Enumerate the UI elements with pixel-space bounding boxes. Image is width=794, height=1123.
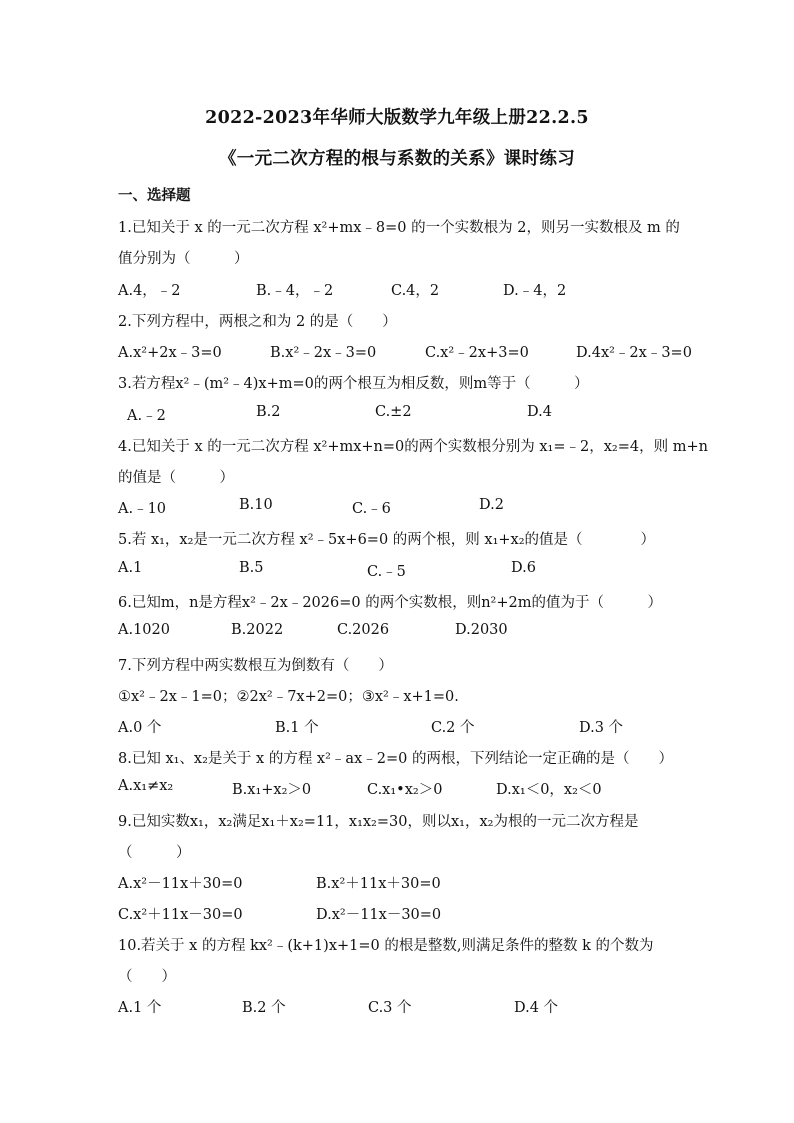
- q8-option-d: D.x₁＜0，x₂＜0: [496, 782, 602, 798]
- question-1-line-2: 值分别为（ ）: [118, 251, 249, 267]
- question-7-line-1: 7.下列方程中两实数根互为倒数有（ ）: [118, 658, 393, 674]
- q4-option-d: D.2: [479, 497, 504, 513]
- q9-option-c: C.x²＋11x－30=0: [118, 907, 243, 923]
- q1-option-c: C.4，2: [391, 283, 440, 299]
- question-8-line-1: 8.已知 x₁、x₂是关于 x 的方程 x²﹣ax﹣2=0 的两根，下列结论一定正确的是（ ）: [118, 751, 673, 767]
- q6-option-c: C.2026: [337, 622, 390, 638]
- q8-option-b: B.x₁+x₂＞0: [232, 782, 312, 798]
- q1-option-b: B.﹣4，﹣2: [256, 283, 334, 299]
- q4-option-a: A.﹣10: [118, 501, 167, 517]
- question-10-line-1: 10.若关于 x 的方程 kx²﹣(k+1)x+1=0 的根是整数,则满足条件的整数 k 的个数为: [118, 938, 654, 954]
- q5-option-d: D.6: [511, 560, 536, 576]
- q3-option-c: C.±2: [375, 404, 412, 420]
- q10-option-a: A.1 个: [118, 1000, 162, 1016]
- question-2-line-1: 2.下列方程中，两根之和为 2 的是（ ）: [118, 314, 397, 330]
- question-5-line-1: 5.若 x₁，x₂是一元二次方程 x²﹣5x+6=0 的两个根，则 x₁+x₂的值是（ ）: [118, 532, 656, 548]
- q7-option-a: A.0 个: [118, 720, 162, 736]
- q6-option-a: A.1020: [118, 622, 170, 638]
- q2-option-d: D.4x²﹣2x﹣3=0: [576, 345, 692, 361]
- q8-option-a: A.x₁≠x₂: [118, 778, 174, 794]
- question-7-line-2: ①x²﹣2x﹣1=0；②2x²﹣7x+2=0；③x²﹣x+1=0.: [118, 689, 459, 705]
- q9-option-d: D.x²－11x－30=0: [316, 907, 442, 923]
- section-heading: 一、选择题: [118, 187, 191, 204]
- q9-option-b: B.x²＋11x＋30=0: [316, 876, 441, 892]
- question-6-line-1: 6.已知m，n是方程x²﹣2x﹣2026=0 的两个实数根，则n²+2m的值为于（ ）: [118, 595, 662, 611]
- q3-option-d: D.4: [527, 404, 552, 420]
- q1-option-d: D.﹣4，2: [503, 283, 567, 299]
- q3-option-a: A.﹣2: [127, 408, 166, 424]
- q4-option-b: B.10: [239, 497, 273, 513]
- q10-option-d: D.4 个: [514, 1000, 559, 1016]
- page-title: 2022-2023年华师大版数学九年级上册22.2.5: [205, 108, 589, 128]
- q9-option-a: A.x²－11x＋30=0: [118, 876, 243, 892]
- q7-option-b: B.1 个: [275, 720, 319, 736]
- q3-option-b: B.2: [256, 404, 281, 420]
- q6-option-b: B.2022: [231, 622, 284, 638]
- q10-option-c: C.3 个: [368, 1000, 412, 1016]
- question-1-line-1: 1.已知关于 x 的一元二次方程 x²+mx﹣8=0 的一个实数根为 2，则另一实数根及 m 的: [118, 220, 680, 236]
- q10-option-b: B.2 个: [242, 1000, 286, 1016]
- question-9-line-2: （ ）: [118, 845, 191, 861]
- q2-option-a: A.x²+2x﹣3=0: [118, 345, 222, 361]
- q7-option-c: C.2 个: [431, 720, 475, 736]
- q4-option-c: C.﹣6: [352, 501, 391, 517]
- question-3-line-1: 3.若方程x²﹣(m²﹣4)x+m=0的两个根互为相反数，则m等于（ ）: [118, 376, 589, 392]
- question-10-line-2: （ ）: [118, 969, 176, 985]
- q2-option-b: B.x²﹣2x﹣3=0: [270, 345, 377, 361]
- page-subtitle: 《一元二次方程的根与系数的关系》课时练习: [219, 149, 575, 169]
- q2-option-c: C.x²﹣2x+3=0: [425, 345, 529, 361]
- question-4-line-2: 的值是（ ）: [118, 470, 234, 486]
- q8-option-c: C.x₁•x₂＞0: [367, 782, 443, 798]
- question-4-line-1: 4.已知关于 x 的一元二次方程 x²+mx+n=0的两个实数根分别为 x₁=﹣2，x₂=4，则 m+n: [118, 439, 708, 455]
- q6-option-d: D.2030: [455, 622, 508, 638]
- q1-option-a: A.4，﹣2: [118, 283, 181, 299]
- q5-option-c: C.﹣5: [367, 564, 406, 580]
- q5-option-b: B.5: [239, 560, 264, 576]
- q5-option-a: A.1: [118, 560, 143, 576]
- question-9-line-1: 9.已知实数x₁，x₂满足x₁＋x₂=11，x₁x₂=30，则以x₁，x₂为根的一元二次方程是: [118, 814, 639, 830]
- q7-option-d: D.3 个: [579, 720, 624, 736]
